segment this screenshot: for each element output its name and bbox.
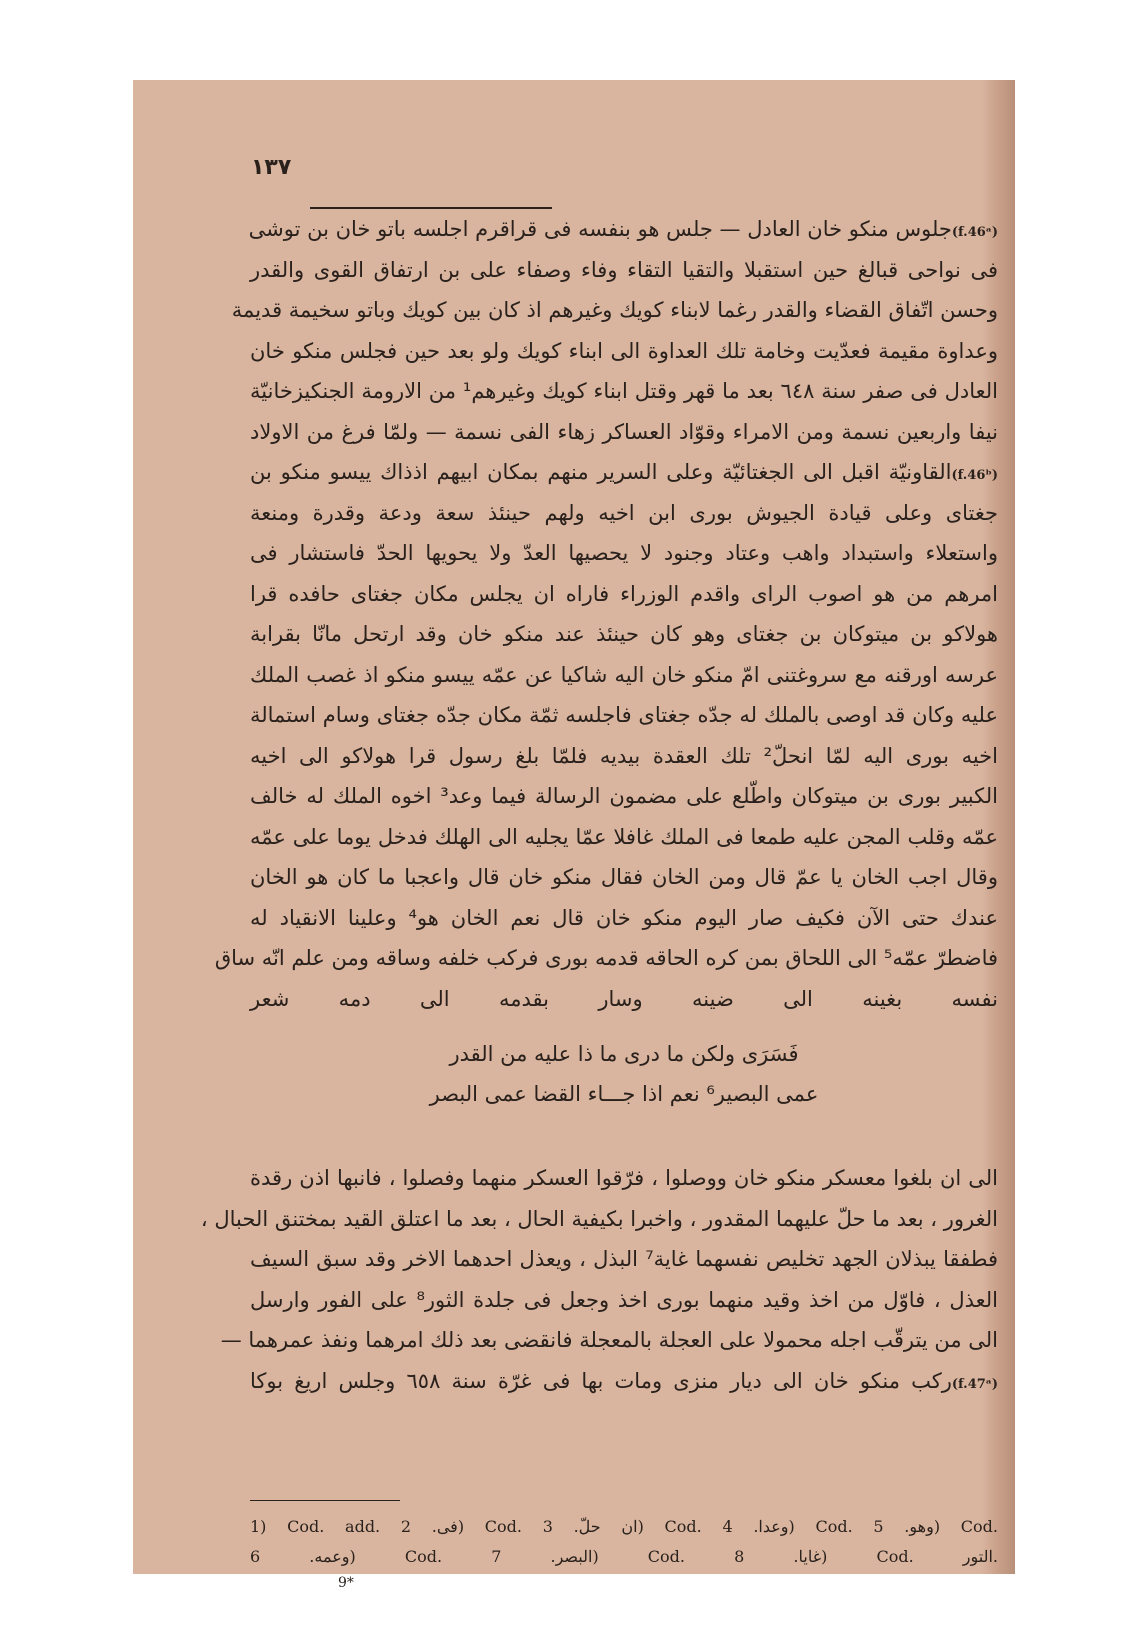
line-text: اخيه بورى اليه لمّا انحلّ² تلك العقدة بيديه فلمّا بلغ رسول قرا هولاكو الى اخيه [250,743,998,768]
text-line [250,736,998,777]
text-line [250,331,998,372]
verse-line-2: عمى البصير⁶ نعم اذا جـــاء القضا عمى البصر [429,1082,819,1106]
line-text: العادل فى صفر سنة ٦٤٨ بعد ما قهر وقتل ابناء كويك وغيرهم¹ من الارومة الجنكيزخانيّة [250,379,999,403]
line-text: وقال اجب الخان يا عمّ قال ومن الخان فقال منكو خان قال واعجبا ما كان هو الخان [250,865,998,889]
text-line [250,1158,998,1199]
line-text: واستعلاء واستبداد واهب وعتاد وجنود لا يحصيها العدّ ولا يحويها الحدّ فاستشار فى [250,541,998,565]
line-text: عليه وكان قد اوصى بالملك له جدّه جغتاى فاجلسه ثمّة مكان جدّه جغتاى وسام استمالة [250,703,998,727]
text-line [250,533,998,574]
text-line [250,817,998,858]
folio-marker: (f.47ᵃ) [951,1376,999,1392]
footnotes [250,1512,998,1572]
line-text: عمّه وقلب المجن عليه طمعا فى الملك غافلا عمّا يجليه الى الهلك فدخل يوما على عمّه [250,824,998,849]
text-line [250,209,998,250]
footnote-line: وعمه. 6) Cod. البصر. 7) Cod. غايا. 8) Cod. التور. [250,1547,999,1566]
line-text: الى ان بلغوا معسكر منكو خان ووصلوا ، فرّقوا العسكر منهما وفصلوا ، فانبها اذن رقدة [250,1166,998,1190]
line-text: امرهم من هو اصوب الراى واقدم الوزراء فاراه ان يجلس مكان جغتاى حافده قرا [250,581,998,606]
main-text [214,209,999,1019]
text-line [250,412,998,453]
text-line [250,1280,998,1321]
text-line [250,250,998,291]
text-line [250,979,998,1020]
line-text: القاونيّة اقبل الى الجغتائيّة وعلى السرير منهم بمكان ابيهم اذذاك ييسو منكو بن [250,460,952,484]
text-line [220,1320,998,1361]
text-line [231,290,998,331]
line-text: هولاكو بن ميتوكان بن جغتاى وهو كان حينئذ عند منكو خان وقد ارتحل مانّا بقرابة [250,622,998,646]
line-text: نفسه بغينه الى ضينه وسار بقدمه الى دمه شعر [250,986,998,1011]
line-text: جغتاى وعلى قيادة الجيوش بورى ابن اخيه ولهم حينئذ سعة ودعة وقدرة ومنعة [250,500,998,525]
verse-line-1: فَسَرَى ولكن ما درى ما ذا عليه من القدر [449,1042,799,1066]
text-line [250,776,998,817]
line-text: جلوس منكو خان العادل — جلس هو بنفسه فى قراقرم اجلسه باتو خان بن توشى [248,217,952,241]
text-line [250,655,998,696]
text-line [250,695,998,736]
line-text: وحسن اتّفاق القضاء والقدر رغما لابناء كويك وغيرهم اذ كان بين كويك وباتو سخيمة قديمة [231,298,998,322]
text-line [250,371,998,412]
line-text: عرسه اورقنه مع سروغتنى امّ منكو خان اليه شاكيا عن عمّه ييسو منكو اذ غصب الملك [250,662,998,687]
footnote-line: 1) Cod. add. فى. 2) Cod. ان حلّ. 3) Cod. وعدا. 4) Cod. وهو. 5) Cod. [250,1517,998,1536]
line-text: الى من يترقّب اجله محمولا على العجلة بالمعجلة فانقضى بعد ذلك امرهما ونفذ عمرهما — [220,1328,998,1352]
continued-text [200,1158,999,1401]
text-line [214,938,998,979]
footnote-rule [250,1500,400,1501]
line-text: فاضطرّ عمّه⁵ الى اللحاق بمن كره الحاقه قدمه بورى فركب خلفه وساقه ومن علم انّه ساق [214,946,998,970]
line-text: نيفا واربعين نسمة ومن الامراء وقوّاد العساكر زهاء الفى نسمة — ولمّا فرغ من الاولاد [250,419,998,444]
line-text: العذل ، فاوّل من اخذ وقيد منهما بورى اخذ وجعل فى جلدة الثور⁸ على الفور وارسل [250,1287,999,1312]
line-text: عندك حتى الآن فكيف صار اليوم منكو خان قال نعم الخان هو⁴ وعلينا الانقياد له [250,905,998,930]
text-line [200,1199,998,1240]
line-text: ركب منكو خان الى ديار منزى ومات بها فى غرّة سنة ٦٥٨ وجلس اريغ بوكا [250,1368,952,1393]
text-line [250,493,998,534]
line-text: الكبير بورى بن ميتوكان واطّلع على مضمون الرسالة فيما وعد³ اخوه الملك له خالف [250,784,998,808]
book-page [133,80,1015,1591]
line-text: فى نواحى قبالغ حين استقبلا والتقيا التقاء وفاء وصفاء على بن ارتفاق القوى والقدر [250,257,998,282]
page-number: ١٣٧ [251,155,292,180]
folio-marker: (f.46ᵃ) [951,225,998,240]
line-text: وعداوة مقيمة فعدّيت وخامة تلك العداوة الى ابناء كويك ولو بعد حين فجلس منكو خان [250,338,998,363]
line-text: الغرور ، بعد ما حلّ عليهما المقدور ، واخبرا بكيفية الحال ، بعد ما اعتلق القيد بمختنق الحبال ، [200,1206,998,1231]
line-text: فطفقا يبذلان الجهد تخليص نفسهما غاية⁷ البذل ، ويعذل احدهما الاخر وقد سبق السيف [250,1247,999,1271]
text-line [250,1239,998,1280]
text-line [250,857,998,898]
text-line [250,1361,998,1402]
signature-mark: 9* [338,1575,354,1591]
text-line [250,452,998,493]
text-line [250,614,998,655]
text-line [250,574,998,615]
text-line [250,898,998,939]
folio-marker: (f.46ᵇ) [951,468,998,483]
